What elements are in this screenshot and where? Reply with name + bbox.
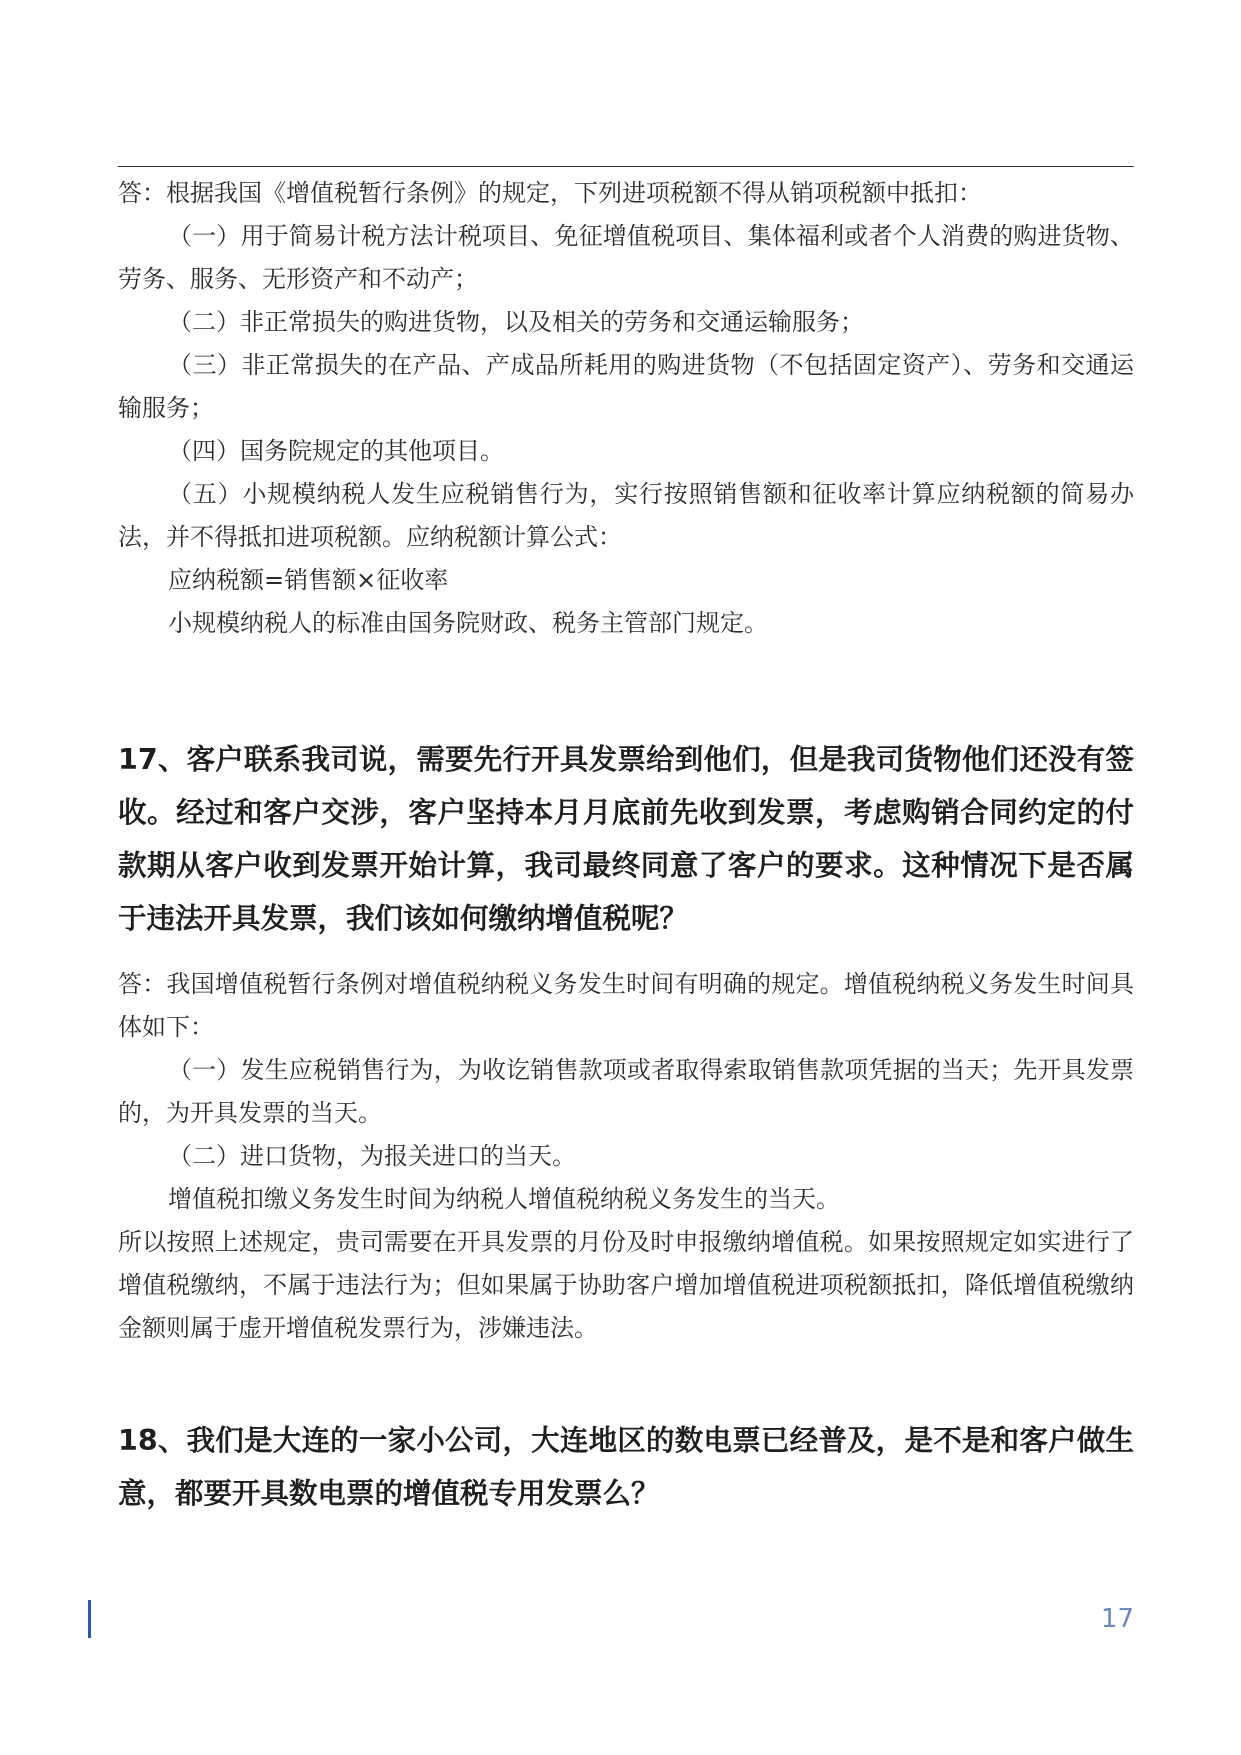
spacer	[118, 645, 1134, 733]
q17-item-2: （二）进口货物，为报关进口的当天。	[168, 1142, 576, 1170]
q17-conclusion: 所以按照上述规定，贵司需要在开具发票的月份及时申报缴纳增值税。如果按照规定如实进行了增值税缴纳，不属于违法行为；但如果属于协助客户增加增值税进项税额抵扣，降低增值税缴纳金额则属于虚开增值税发票行为，涉嫌违法。	[118, 1228, 1134, 1342]
s1-answer-intro: 答：根据我国《增值税暂行条例》的规定，下列进项税额不得从销项税额中抵扣：	[118, 179, 982, 207]
q17-withholding: 增值税扣缴义务发生时间为纳税人增值税纳税义务发生的当天。	[168, 1185, 840, 1213]
q17-item-1: （一）发生应税销售行为，为收讫销售款项或者取得索取销售款项凭据的当天；先开具发票的，为开具发票的当天。	[118, 1056, 1134, 1127]
s1-item-4: （四）国务院规定的其他项目。	[168, 437, 504, 465]
s1-item-2: （二）非正常损失的购进货物，以及相关的劳务和交通运输服务；	[168, 308, 864, 336]
spacer	[118, 945, 1134, 963]
page-content	[118, 172, 1134, 1520]
q17-question: 17、客户联系我司说，需要先行开具发票给到他们，但是我司货物他们还没有签收。经过和客户交涉，客户坚持本月月底前先收到发票，考虑购销合同约定的付款期从客户收到发票开始计算，我司最终同意了客户的要求。这种情况下是否属于违法开具发票，我们该如何缴纳增值税呢？	[118, 743, 1134, 935]
s1-note: 小规模纳税人的标准由国务院财政、税务主管部门规定。	[168, 609, 768, 637]
q18-question: 18、我们是大连的一家小公司，大连地区的数电票已经普及，是不是和客户做生意，都要开具数电票的增值税专用发票么？	[118, 1424, 1134, 1510]
s1-item-3: （三）非正常损失的在产品、产成品所耗用的购进货物（不包括固定资产）、劳务和交通运输服务；	[118, 351, 1134, 422]
q17-answer-intro: 答：我国增值税暂行条例对增值税纳税义务发生时间有明确的规定。增值税纳税义务发生时间具体如下：	[118, 970, 1134, 1041]
footer-accent-bar	[88, 1600, 91, 1638]
top-rule	[118, 166, 1134, 167]
page-number: 17	[1100, 1604, 1134, 1634]
s1-item-5: （五）小规模纳税人发生应税销售行为，实行按照销售额和征收率计算应纳税额的简易办法，并不得抵扣进项税额。应纳税额计算公式：	[118, 480, 1134, 551]
s1-item-1: （一）用于简易计税方法计税项目、免征增值税项目、集体福利或者个人消费的购进货物、劳务、服务、无形资产和不动产；	[118, 222, 1134, 293]
s1-formula: 应纳税额=销售额×征收率	[168, 566, 449, 594]
spacer	[118, 1350, 1134, 1414]
